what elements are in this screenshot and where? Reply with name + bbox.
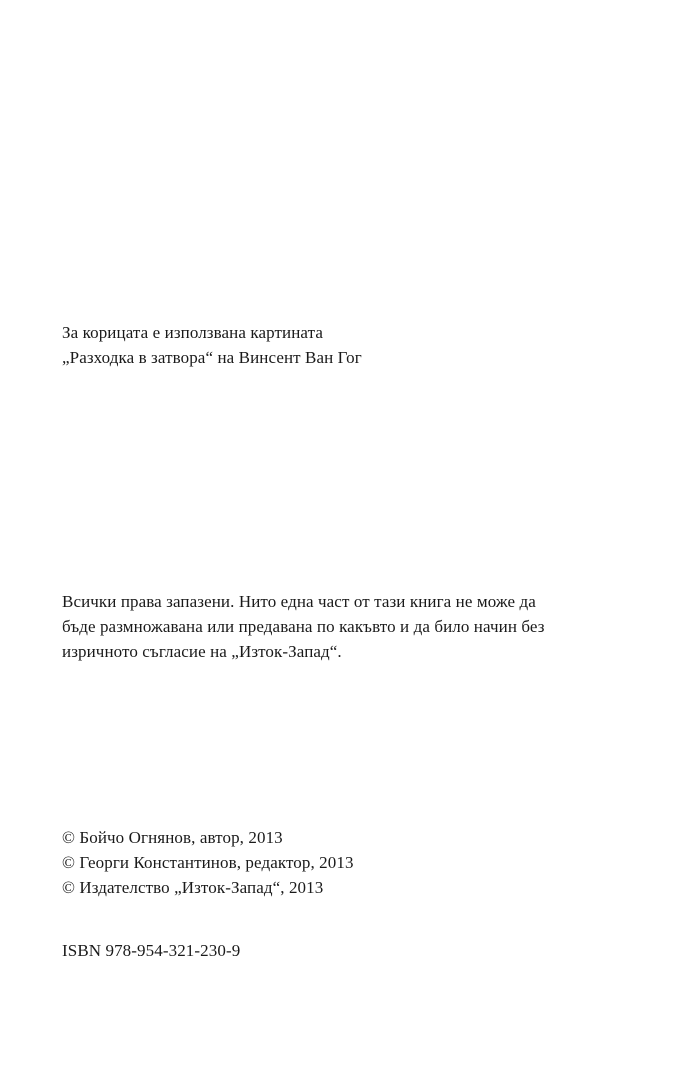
isbn-line xyxy=(62,938,662,963)
copyright-publisher: © Издателство „Изток-Запад“, 2013 xyxy=(62,878,324,897)
copyright-notices xyxy=(62,825,662,900)
cover-credit-note xyxy=(62,320,662,370)
isbn-text: ISBN 978-954-321-230-9 xyxy=(62,941,241,960)
rights-line-3: изричното съгласие на „Изток-Запад“. xyxy=(62,642,342,661)
copyright-editor: © Георги Константинов, редактор, 2013 xyxy=(62,853,354,872)
rights-line-2: бъде размножавана или предавана по какъвто и да било начин без xyxy=(62,617,545,636)
cover-credit-line-2: „Разходка в затвора“ на Винсент Ван Гог xyxy=(62,348,362,367)
copyright-author: © Бойчо Огнянов, автор, 2013 xyxy=(62,828,283,847)
rights-reserved-note xyxy=(62,589,662,664)
rights-line-1: Всички права запазени. Нито една част от тази книга не може да xyxy=(62,592,536,611)
cover-credit-line-1: За корицата е използвана картината xyxy=(62,323,323,342)
